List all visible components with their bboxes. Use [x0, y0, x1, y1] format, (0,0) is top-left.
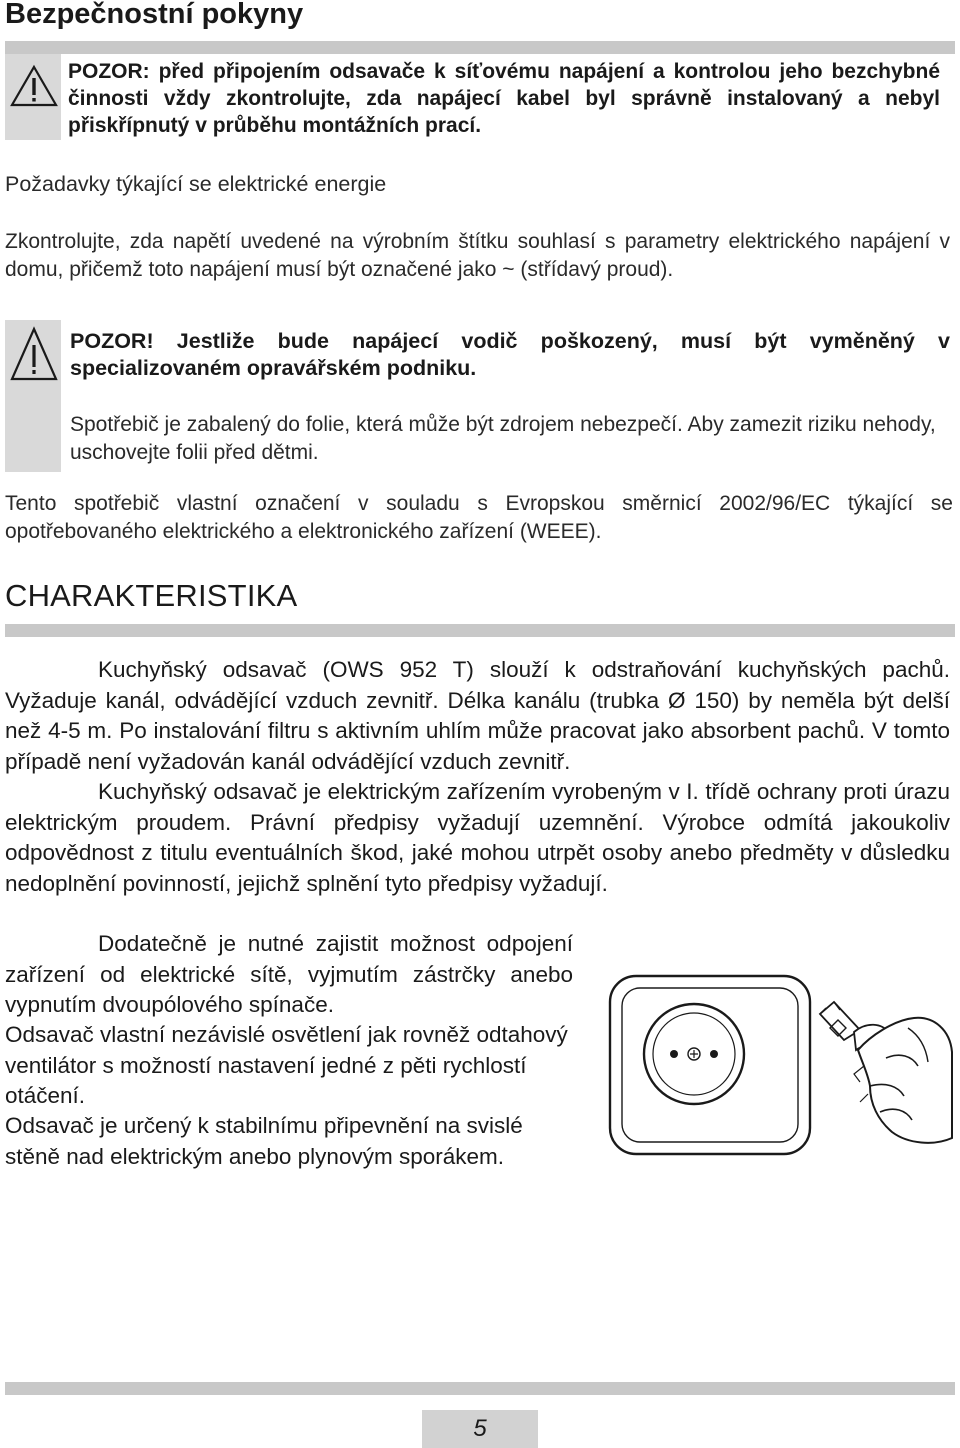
- page-number: 5: [473, 1415, 487, 1442]
- warning-text-packaging: Spotřebič je zabalený do folie, která může být zdrojem nebezpečí. Aby zamezit riziku nehody, uschovejte folii před dětmi.: [70, 413, 936, 464]
- characteristics-para-lighting: Odsavač vlastní nezávislé osvětlení jak rovněž odtahový ventilátor s možností nastavení jedné z pěti rychlostí otáčení.: [5, 1022, 568, 1108]
- energy-requirements-text: Zkontrolujte, zda napětí uvedené na výrobním štítku souhlasí s parametry elektrického napájení v domu, přičemž toto napájení musí být označené jako ~ (střídavý proud).: [5, 230, 950, 281]
- section-divider: [5, 624, 955, 637]
- weee-text: Tento spotřebič vlastní označení v souladu s Evropskou směrnicí 2002/96/EC týkající se opotřebovaného elektrického a elektronického zařízení (WEEE).: [5, 492, 953, 543]
- page-number-box: [422, 1410, 538, 1448]
- warning-triangle-icon: [9, 64, 59, 108]
- characteristics-para-disconnect: Dodatečně je nutné zajistit možnost odpojení zařízení od elektrické sítě, vyjmutím zástrčky anebo vypnutím dvoupólového spínače.: [5, 931, 573, 1017]
- energy-requirements-title: Požadavky týkající se elektrické energie: [5, 172, 387, 196]
- warning-box: [5, 320, 61, 472]
- characteristics-para-safety-class: Kuchyňský odsavač je elektrickým zařízením vyrobeným v I. třídě ochrany proti úrazu elektrickým proudem. Právní předpisy vyžadují uzemnění. Výrobce odmítá jakoukoliv odpovědnost z titulu eventuálních škod, jaké mohou utrpět osoby anebo předměty v důsledku nedoplnění povinností, jejichž splnění tyto předpisy vyžadují.: [5, 779, 950, 896]
- socket-plug-icon: [608, 962, 954, 1158]
- warning-box: [5, 54, 61, 140]
- characteristics-para-mounting: Odsavač je určený k stabilnímu připevnění na svislé stěně nad elektrickým anebo plynovým sporákem.: [5, 1113, 523, 1169]
- warning-text-connection: POZOR: před připojením odsavače k síťovému napájení a kontrolou jeho bezchybné činnosti vždy zkontrolujte, zda napájecí kabel byl správně instalovaný a nebyl přiskřípnutý v průběhu montážních prací.: [68, 60, 940, 137]
- footer-divider: [5, 1382, 955, 1395]
- characteristics-para-purpose: Kuchyňský odsavač (OWS 952 T) slouží k odstraňování kuchyňských pachů. Vyžaduje kanál, odvádějící vzduch zevnitř. Délka kanálu (trubka Ø 150) by neměla být delší než 4-5 m. Po instalování filtru s aktivním uhlím může pracovat jako absorbent pachů. V tomto případě není vyžadován kanál odvádějící vzduch zevnitř.: [5, 657, 950, 774]
- section-heading-characteristics: CHARAKTERISTIKA: [5, 578, 298, 613]
- warning-triangle-icon: [9, 326, 59, 382]
- section-heading-safety: Bezpečnostní pokyny: [5, 0, 304, 30]
- heading-divider: [5, 41, 955, 54]
- warning-text-cord-damage: POZOR! Jestliže bude napájecí vodič poškozený, musí být vyměněný v specializovaném opravářském podniku.: [70, 329, 950, 380]
